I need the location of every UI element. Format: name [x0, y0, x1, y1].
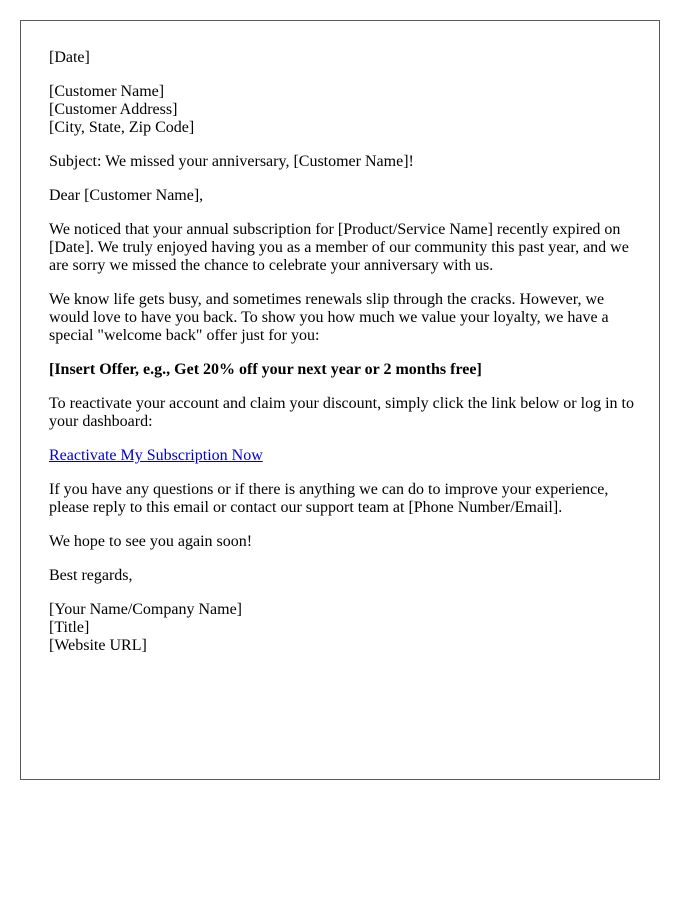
closing-line: We hope to see you again soon! — [49, 533, 253, 550]
subject-line: Subject: We missed your anniversary, [Customer Name]! — [49, 153, 414, 170]
sign-off: Best regards, — [49, 567, 133, 584]
letter-date: [Date] — [49, 49, 90, 66]
signature-block — [49, 601, 639, 655]
salutation: Dear [Customer Name], — [49, 187, 204, 204]
recipient-block — [49, 83, 639, 137]
recipient-city-state-zip: [City, State, Zip Code] — [49, 119, 195, 136]
signature-website: [Website URL] — [49, 637, 147, 654]
paragraph-reactivate-instructions: To reactivate your account and claim your discount, simply click the link below or log in to your dashboard: — [49, 395, 634, 430]
letter-frame — [20, 20, 660, 780]
signature-title: [Title] — [49, 619, 90, 636]
recipient-address: [Customer Address] — [49, 101, 178, 118]
paragraph-expired-notice: We noticed that your annual subscription for [Product/Service Name] recently expired on [Date]. We truly enjoyed having you as a member of our community this past year, and we are sorry we missed the chance to celebrate your anniversary with us. — [49, 221, 629, 274]
signature-name: [Your Name/Company Name] — [49, 601, 243, 618]
cta-paragraph — [49, 447, 639, 465]
reactivate-subscription-link[interactable]: Reactivate My Subscription Now — [49, 447, 263, 464]
paragraph-support-contact: If you have any questions or if there is anything we can do to improve your experience, please reply to this email or contact our support team at [Phone Number/Email]. — [49, 481, 609, 516]
offer-text: [Insert Offer, e.g., Get 20% off your next year or 2 months free] — [49, 361, 482, 378]
paragraph-welcome-back: We know life gets busy, and sometimes renewals slip through the cracks. However, we would love to have you back. To show you how much we value your loyalty, we have a special "welcome back" offer just for you: — [49, 291, 609, 344]
recipient-name: [Customer Name] — [49, 83, 165, 100]
letter-body — [49, 49, 639, 671]
